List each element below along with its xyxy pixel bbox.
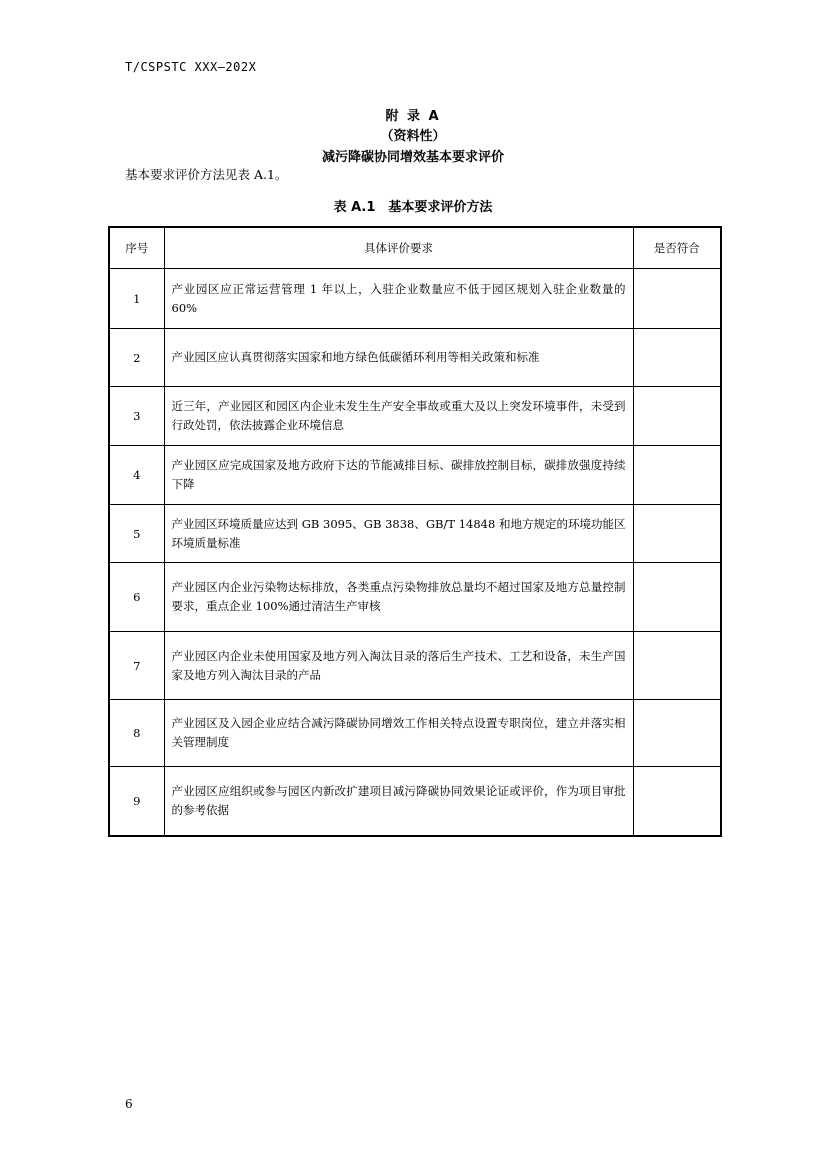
- table-caption: 表 A.1 基本要求评价方法: [333, 200, 493, 215]
- standard-code: T/CSPSTC XXX—202X: [125, 60, 257, 74]
- table-row: [109, 329, 721, 387]
- row-index: 3: [109, 387, 164, 446]
- row-index: 2: [109, 329, 164, 387]
- row-index: 4: [109, 446, 164, 505]
- requirements-table: [108, 226, 722, 837]
- row-requirement: 产业园区应组织或参与园区内新改扩建项目减污降碳协同效果论证或评价，作为项目审批的参考依据: [164, 767, 633, 836]
- table-row: [109, 767, 721, 836]
- row-requirement: 产业园区内企业未使用国家及地方列入淘汰目录的落后生产技术、工艺和设备，未生产国家及地方列入淘汰目录的产品: [164, 632, 633, 700]
- row-index: 9: [109, 767, 164, 836]
- row-compliance-cell[interactable]: [633, 767, 721, 836]
- row-index: 8: [109, 700, 164, 767]
- row-requirement: 产业园区及入园企业应结合减污降碳协同增效工作相关特点设置专职岗位，建立并落实相关管理制度: [164, 700, 633, 767]
- header-compliance: 是否符合: [633, 227, 721, 269]
- row-compliance-cell[interactable]: [633, 269, 721, 329]
- header-requirement: 具体评价要求: [164, 227, 633, 269]
- header-index: 序号: [109, 227, 164, 269]
- row-compliance-cell[interactable]: [633, 505, 721, 563]
- row-index: 1: [109, 269, 164, 329]
- page-number: 6: [125, 1097, 133, 1111]
- row-index: 7: [109, 632, 164, 700]
- row-requirement: 产业园区应正常运营管理 1 年以上，入驻企业数量应不低于园区规划入驻企业数量的 60%: [164, 269, 633, 329]
- table-row: [109, 446, 721, 505]
- row-requirement: 产业园区环境质量应达到 GB 3095、GB 3838、GB/T 14848 和地方规定的环境功能区环境质量标准: [164, 505, 633, 563]
- row-compliance-cell[interactable]: [633, 446, 721, 505]
- row-compliance-cell[interactable]: [633, 387, 721, 446]
- annex-label: 附 录 A: [385, 109, 441, 124]
- table-row: [109, 700, 721, 767]
- annex-title: 减污降碳协同增效基本要求评价: [321, 150, 504, 165]
- row-requirement: 产业园区应认真贯彻落实国家和地方绿色低碳循环利用等相关政策和标准: [164, 329, 633, 387]
- table-row: [109, 632, 721, 700]
- table-row: [109, 563, 721, 632]
- row-requirement: 产业园区内企业污染物达标排放，各类重点污染物排放总量均不超过国家及地方总量控制要求，重点企业 100%通过清洁生产审核: [164, 563, 633, 632]
- table-row: [109, 505, 721, 563]
- intro-paragraph: 基本要求评价方法见表 A.1。: [125, 167, 288, 182]
- table-row: [109, 269, 721, 329]
- annex-nature: （资料性）: [380, 129, 446, 144]
- row-compliance-cell[interactable]: [633, 632, 721, 700]
- row-index: 5: [109, 505, 164, 563]
- row-compliance-cell[interactable]: [633, 563, 721, 632]
- row-compliance-cell[interactable]: [633, 700, 721, 767]
- row-compliance-cell[interactable]: [633, 329, 721, 387]
- table-row: [109, 387, 721, 446]
- row-requirement: 产业园区应完成国家及地方政府下达的节能减排目标、碳排放控制目标，碳排放强度持续下降: [164, 446, 633, 505]
- table-header-row: [109, 227, 721, 269]
- row-index: 6: [109, 563, 164, 632]
- row-requirement: 近三年，产业园区和园区内企业未发生生产安全事故或重大及以上突发环境事件，未受到行政处罚，依法披露企业环境信息: [164, 387, 633, 446]
